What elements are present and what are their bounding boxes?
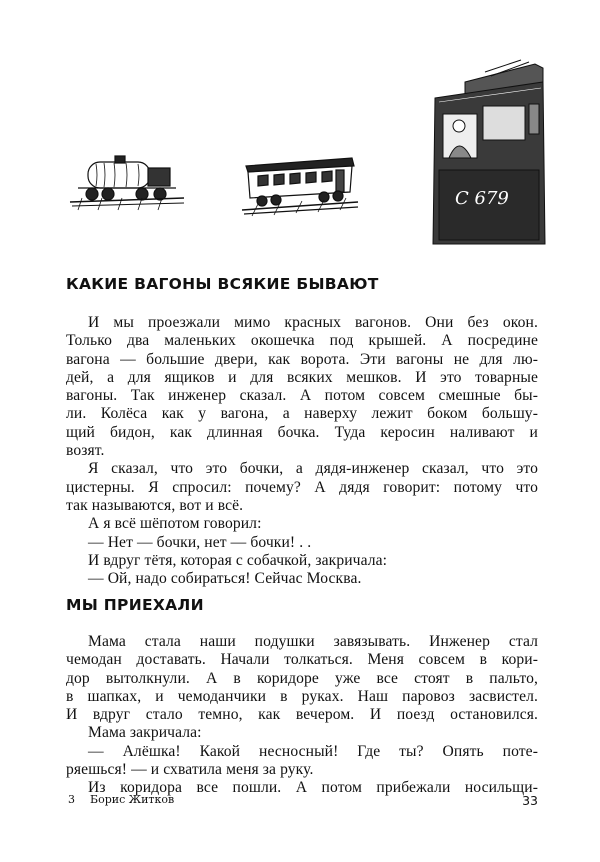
text-line: возят. — [66, 442, 105, 460]
text-line: Я сказал, что это бочки, а дядя-инженер сказал, что это — [88, 460, 538, 478]
text-line: ряешься! — и схватила меня за руку. — [66, 761, 314, 779]
text-line: И вдруг стало темно, как вечером. И поезд остановился. — [66, 706, 538, 724]
signature-mark: 3 — [68, 793, 75, 806]
text-line: в шапках, и чемоданчики в руках. Наш паровоз засвистел. — [66, 687, 538, 705]
section-heading-wagons: КАКИЕ ВАГОНЫ ВСЯКИЕ БЫВАЮТ — [66, 275, 379, 293]
section-heading-arrived: МЫ ПРИЕХАЛИ — [66, 596, 204, 614]
text-line: Только два маленьких окошечка под крышей. А посредине — [66, 332, 538, 350]
tank-car-illustration — [68, 148, 186, 214]
text-line: Мама закричала: — [88, 724, 202, 742]
text-line: вагона — большие двери, как ворота. Эти вагоны не для лю- — [66, 350, 538, 368]
passenger-coach-illustration — [238, 152, 360, 218]
text-line: вагоны. Так инженер сказал. А потом совсем смешные бы- — [66, 387, 538, 405]
text-line: А я всё шёпотом говорил: — [88, 515, 262, 533]
text-line: И мы проезжали мимо красных вагонов. Они без окон. — [88, 314, 538, 331]
text-line: щий бидон, как длинная бочка. Туда керосин наливают и — [66, 423, 538, 441]
text-line: дор вытолкнули. А в коридоре уже все стоят в пальто, — [66, 669, 538, 687]
text-line: Из коридора все пошли. А потом прибежали носильщи- — [88, 779, 538, 797]
text-line: дей, а для ящиков и для всяких мешков. И это товарные — [66, 368, 538, 386]
steam-locomotive-illustration — [425, 58, 547, 246]
text-line: ли. Колёса как у вагона, а наверху лежит боком большу- — [66, 405, 538, 423]
section-body-arrived — [66, 633, 538, 798]
text-line: И вдруг тётя, которая с собачкой, закричала: — [88, 551, 388, 569]
text-line: — Нет — бочки, нет — бочки! . . — [88, 533, 312, 551]
text-line: — Алёшка! Какой несносный! Где ты? Опять поте- — [88, 742, 538, 760]
text-line: цистерны. Я спросил: почему? А дядя говорит: потому что — [66, 478, 538, 496]
text-line: чемодан доставать. Начали толкаться. Меня совсем в кори- — [66, 651, 538, 669]
text-line: так называются, вот и всё. — [66, 496, 244, 514]
locomotive-number: С 679 — [455, 188, 509, 209]
text-line: Мама стала наши подушки завязывать. Инженер стал — [88, 633, 538, 650]
page-number: 33 — [522, 793, 538, 808]
author-name: Борис Житков — [90, 793, 175, 806]
section-body-wagons — [66, 314, 538, 588]
text-line: — Ой, надо собираться! Сейчас Москва. — [88, 570, 362, 588]
